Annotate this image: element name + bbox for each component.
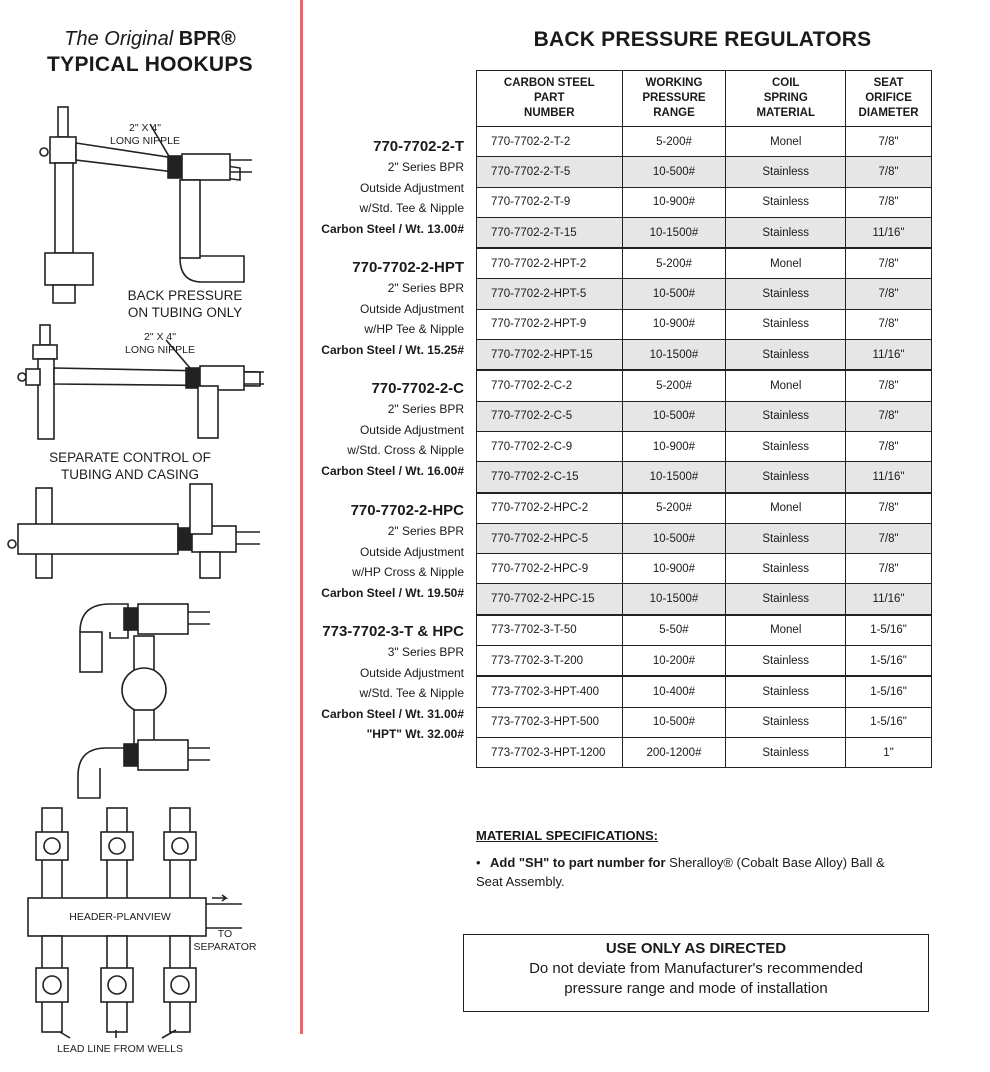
- column-divider: [300, 0, 303, 1034]
- part-number-cell: 770-7702-2-T-5: [477, 157, 623, 187]
- pressure-range-cell: 10-500#: [622, 401, 726, 431]
- pressure-range-cell: 5-50#: [622, 615, 726, 646]
- nipple-size-2: 2" X 4": [144, 331, 176, 343]
- pressure-range-cell: 5-200#: [622, 248, 726, 279]
- header-part-number: [477, 71, 623, 127]
- orifice-diameter-cell: 7/8": [846, 431, 932, 461]
- spring-material-cell: Stainless: [726, 676, 846, 707]
- specs-title: MATERIAL SPECIFICATIONS:: [476, 828, 658, 843]
- part-number-cell: 770-7702-2-T-15: [477, 217, 623, 248]
- group-weight: Carbon Steel / Wt. 19.50#: [321, 585, 464, 600]
- orifice-diameter-cell: 7/8": [846, 309, 932, 339]
- specs-item-rest: Sheralloy® (Cobalt Base Alloy) Ball & Seat Assembly.: [476, 855, 885, 889]
- nipple-type-2: LONG NIPPLE: [124, 344, 196, 356]
- orifice-diameter-cell: 11/16": [846, 462, 932, 493]
- table-row: [477, 157, 932, 187]
- spring-material-cell: Stainless: [726, 646, 846, 677]
- pressure-range-cell: 10-500#: [622, 279, 726, 309]
- part-number-cell: 773-7702-3-T-50: [477, 615, 623, 646]
- header-orifice-diameter: [846, 71, 932, 127]
- specs-item-bold: Add "SH" to part number for: [490, 855, 666, 870]
- nipple-type-1: LONG NIPPLE: [109, 135, 181, 147]
- group-weight: Carbon Steel / Wt. 16.00#: [321, 463, 464, 478]
- spring-material-cell: Stainless: [726, 340, 846, 371]
- spring-material-cell: Stainless: [726, 217, 846, 248]
- lead-line-label: LEAD LINE FROM WELLS: [56, 1043, 184, 1055]
- group-desc-line: Outside Adjustment: [359, 544, 464, 559]
- group-title: 770-7702-2-HPC: [350, 502, 464, 519]
- caption-tubing-only: [60, 287, 310, 321]
- spring-material-cell: Stainless: [726, 157, 846, 187]
- orifice-diameter-cell: 1-5/16": [846, 615, 932, 646]
- header-orifice-l1: SEAT: [873, 77, 904, 89]
- orifice-diameter-cell: 7/8": [846, 157, 932, 187]
- pressure-range-cell: 10-500#: [622, 157, 726, 187]
- table-row: [477, 493, 932, 524]
- header-planview-label: HEADER-PLANVIEW: [69, 911, 171, 923]
- spring-material-cell: Stainless: [726, 523, 846, 553]
- orifice-diameter-cell: 7/8": [846, 279, 932, 309]
- group-desc-line: Outside Adjustment: [359, 665, 464, 680]
- table-row: [477, 707, 932, 737]
- part-number-cell: 773-7702-3-HPT-500: [477, 707, 623, 737]
- pressure-range-cell: 10-500#: [622, 523, 726, 553]
- table-header-row: [477, 71, 932, 127]
- header-part-l1: CARBON STEEL: [503, 77, 595, 89]
- warning-line2: pressure range and mode of installation: [564, 980, 828, 997]
- group-desc-line: 2" Series BPR: [387, 524, 464, 538]
- table-row: [477, 431, 932, 461]
- group-title: 770-7702-2-HPT: [352, 259, 464, 276]
- group-desc-line: Outside Adjustment: [359, 422, 464, 437]
- orifice-diameter-cell: 7/8": [846, 187, 932, 217]
- spring-material-cell: Monel: [726, 615, 846, 646]
- group-weight: Carbon Steel / Wt. 31.00#: [321, 706, 464, 721]
- table-row: [477, 309, 932, 339]
- part-number-cell: 770-7702-2-T-9: [477, 187, 623, 217]
- separator-label: [180, 928, 270, 954]
- header-spring-l2: SPRING: [763, 92, 808, 104]
- orifice-diameter-cell: 1": [846, 737, 932, 767]
- spring-material-cell: Monel: [726, 370, 846, 401]
- spring-material-cell: Stainless: [726, 187, 846, 217]
- warning-title: USE ONLY AS DIRECTED: [605, 940, 787, 957]
- diagram-cross: [8, 484, 260, 578]
- orifice-diameter-cell: 1-5/16": [846, 676, 932, 707]
- title-bpr: BPR®: [178, 28, 236, 50]
- spring-material-cell: Monel: [726, 493, 846, 524]
- part-number-cell: 770-7702-2-HPT-2: [477, 248, 623, 279]
- table-row: [477, 584, 932, 615]
- group-desc-line: w/Std. Tee & Nipple: [359, 686, 464, 700]
- part-number-cell: 773-7702-3-T-200: [477, 646, 623, 677]
- table-row: [477, 279, 932, 309]
- pressure-range-cell: 10-1500#: [622, 584, 726, 615]
- orifice-diameter-cell: 7/8": [846, 248, 932, 279]
- table-row: [477, 248, 932, 279]
- pressure-range-cell: 10-1500#: [622, 462, 726, 493]
- header-spring-l1: COIL: [771, 77, 800, 89]
- part-number-cell: 770-7702-2-C-2: [477, 370, 623, 401]
- group-title: 773-7702-3-T & HPC: [322, 623, 464, 640]
- group-desc-line: Outside Adjustment: [359, 180, 464, 195]
- header-pressure-range: [622, 71, 726, 127]
- warning-text: [464, 959, 928, 999]
- nipple-label-1: [100, 122, 190, 148]
- diagram-vertical: [78, 604, 210, 798]
- group-weight: Carbon Steel / Wt. 15.25#: [321, 342, 464, 357]
- group-desc-line: Outside Adjustment: [359, 301, 464, 316]
- title-italic: The Original: [64, 28, 174, 50]
- table-row: [477, 554, 932, 584]
- table-row: [477, 127, 932, 157]
- group-desc-line: 2" Series BPR: [387, 281, 464, 295]
- pressure-range-cell: 10-900#: [622, 431, 726, 461]
- pressure-range-cell: 10-900#: [622, 554, 726, 584]
- group-desc-line: w/HP Tee & Nipple: [364, 322, 464, 336]
- part-number-cell: 770-7702-2-HPT-15: [477, 340, 623, 371]
- part-number-cell: 770-7702-2-T-2: [477, 127, 623, 157]
- part-number-cell: 773-7702-3-HPT-400: [477, 676, 623, 707]
- header-orifice-l2: ORIFICE: [865, 92, 912, 104]
- header-pressure-l3: RANGE: [653, 107, 695, 119]
- group-desc-line: w/Std. Cross & Nipple: [347, 443, 464, 457]
- pressure-range-cell: 10-1500#: [622, 340, 726, 371]
- table-row: [477, 737, 932, 767]
- part-number-cell: 770-7702-2-HPC-5: [477, 523, 623, 553]
- orifice-diameter-cell: 7/8": [846, 370, 932, 401]
- main-title: BACK PRESSURE REGULATORS: [533, 28, 872, 51]
- orifice-diameter-cell: 7/8": [846, 554, 932, 584]
- pressure-range-cell: 10-500#: [622, 707, 726, 737]
- group-weight: Carbon Steel / Wt. 13.00#: [321, 221, 464, 236]
- product-group: [321, 379, 464, 481]
- spring-material-cell: Stainless: [726, 431, 846, 461]
- spring-material-cell: Stainless: [726, 554, 846, 584]
- group-title: 770-7702-2-T: [373, 138, 464, 155]
- product-group: [321, 501, 464, 603]
- pressure-range-cell: 10-200#: [622, 646, 726, 677]
- group-desc-line: 2" Series BPR: [387, 402, 464, 416]
- table-row: [477, 187, 932, 217]
- orifice-diameter-cell: 11/16": [846, 340, 932, 371]
- spring-material-cell: Stainless: [726, 737, 846, 767]
- caption-tubing-casing: [0, 449, 260, 483]
- specs-item: [476, 853, 896, 891]
- orifice-diameter-cell: 7/8": [846, 401, 932, 431]
- bpr-table: [476, 70, 932, 768]
- part-number-cell: 770-7702-2-HPC-2: [477, 493, 623, 524]
- spring-material-cell: Monel: [726, 127, 846, 157]
- spring-material-cell: Stainless: [726, 462, 846, 493]
- part-number-cell: 770-7702-2-HPC-9: [477, 554, 623, 584]
- orifice-diameter-cell: 11/16": [846, 217, 932, 248]
- part-number-cell: 773-7702-3-HPT-1200: [477, 737, 623, 767]
- part-number-cell: 770-7702-2-HPT-9: [477, 309, 623, 339]
- pressure-range-cell: 10-900#: [622, 309, 726, 339]
- warning-line1: Do not deviate from Manufacturer's recommended: [529, 960, 863, 977]
- table-row: [477, 676, 932, 707]
- orifice-diameter-cell: 7/8": [846, 493, 932, 524]
- table-row: [477, 401, 932, 431]
- pressure-range-cell: 200-1200#: [622, 737, 726, 767]
- header-part-l2: PART: [534, 92, 565, 104]
- table-row: [477, 217, 932, 248]
- caption-2-line1: SEPARATE CONTROL OF: [49, 450, 211, 465]
- orifice-diameter-cell: 11/16": [846, 584, 932, 615]
- pressure-range-cell: 5-200#: [622, 370, 726, 401]
- nipple-size-1: 2" X 4": [129, 122, 161, 134]
- group-weight: "HPT" Wt. 32.00#: [366, 727, 464, 741]
- bullet-icon: •: [476, 855, 481, 870]
- caption-1-line2: ON TUBING ONLY: [127, 305, 243, 320]
- group-desc-line: 3" Series BPR: [387, 645, 464, 659]
- spring-material-cell: Stainless: [726, 279, 846, 309]
- pressure-range-cell: 5-200#: [622, 127, 726, 157]
- diagram-header-planview: [28, 808, 242, 1038]
- spring-material-cell: Stainless: [726, 309, 846, 339]
- pressure-range-cell: 10-1500#: [622, 217, 726, 248]
- part-number-cell: 770-7702-2-HPC-15: [477, 584, 623, 615]
- title-line2: TYPICAL HOOKUPS: [47, 53, 253, 76]
- orifice-diameter-cell: 1-5/16": [846, 707, 932, 737]
- spring-material-cell: Stainless: [726, 584, 846, 615]
- part-number-cell: 770-7702-2-C-5: [477, 401, 623, 431]
- part-number-cell: 770-7702-2-HPT-5: [477, 279, 623, 309]
- header-pressure-l2: PRESSURE: [642, 92, 706, 104]
- separator-text: SEPARATOR: [193, 941, 257, 953]
- pressure-range-cell: 10-400#: [622, 676, 726, 707]
- table-row: [477, 462, 932, 493]
- part-number-cell: 770-7702-2-C-9: [477, 431, 623, 461]
- orifice-diameter-cell: 7/8": [846, 127, 932, 157]
- table-row: [477, 646, 932, 677]
- spring-material-cell: Stainless: [726, 707, 846, 737]
- nipple-label-2: [115, 331, 205, 357]
- caption-2-line2: TUBING AND CASING: [60, 467, 200, 482]
- pressure-range-cell: 5-200#: [622, 493, 726, 524]
- group-title: 770-7702-2-C: [371, 380, 464, 397]
- to-label: TO: [217, 928, 233, 940]
- header-pressure-l1: WORKING: [645, 77, 703, 89]
- product-group: [321, 137, 464, 239]
- group-desc-line: 2" Series BPR: [387, 160, 464, 174]
- orifice-diameter-cell: 7/8": [846, 523, 932, 553]
- product-group: [321, 258, 464, 360]
- table-row: [477, 370, 932, 401]
- caption-1-line1: BACK PRESSURE: [127, 288, 243, 303]
- header-part-l3: NUMBER: [524, 107, 575, 119]
- orifice-diameter-cell: 1-5/16": [846, 646, 932, 677]
- table-row: [477, 523, 932, 553]
- header-spring-material: [726, 71, 846, 127]
- warning-box: [463, 934, 929, 1012]
- spring-material-cell: Stainless: [726, 401, 846, 431]
- pressure-range-cell: 10-900#: [622, 187, 726, 217]
- table-row: [477, 615, 932, 646]
- spring-material-cell: Monel: [726, 248, 846, 279]
- table-body: [477, 127, 932, 768]
- part-number-cell: 770-7702-2-C-15: [477, 462, 623, 493]
- table-row: [477, 340, 932, 371]
- group-desc-line: w/Std. Tee & Nipple: [359, 201, 464, 215]
- product-group: [321, 622, 464, 745]
- group-desc-line: w/HP Cross & Nipple: [352, 565, 464, 579]
- header-orifice-l3: DIAMETER: [858, 107, 919, 119]
- header-spring-l3: MATERIAL: [756, 107, 816, 119]
